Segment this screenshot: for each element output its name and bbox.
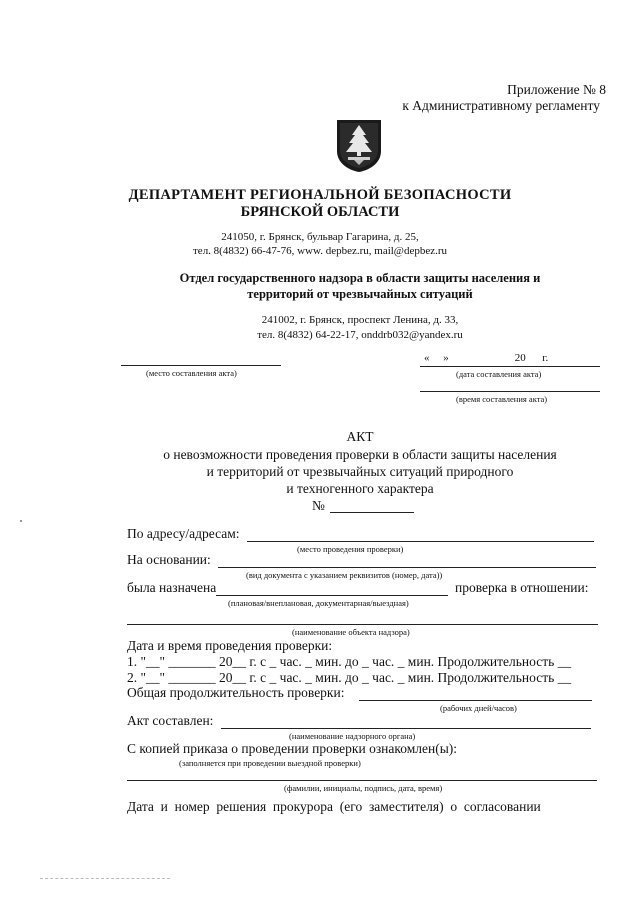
act-subtitle-2: и территорий от чрезвычайных ситуаций природного bbox=[206, 464, 514, 479]
assigned-field[interactable] bbox=[216, 595, 448, 596]
place-label: (место составления акта) bbox=[146, 368, 237, 378]
act-title: АКТ bbox=[346, 429, 374, 444]
total-duration-label: Общая продолжительность проверки: bbox=[127, 685, 345, 700]
assigned-suffix: проверка в отношении: bbox=[455, 580, 589, 595]
time-label: (время составления акта) bbox=[456, 394, 548, 404]
total-duration-hint: (рабочих дней/часов) bbox=[440, 703, 517, 713]
act-subtitle-1: о невозможности проведения проверки в области защиты населения bbox=[163, 447, 557, 462]
copy-label: С копией приказа о проведении проверки ознакомлен(ы): bbox=[127, 741, 458, 756]
address-label: По адресу/адресам: bbox=[127, 526, 240, 541]
names-field[interactable] bbox=[127, 780, 597, 781]
coat-of-arms-icon bbox=[334, 117, 384, 173]
names-hint: (фамилии, инициалы, подпись, дата, время) bbox=[284, 783, 443, 793]
department-contacts: тел. 8(4832) 66-47-76, www. depbez.ru, mail@depbez.ru bbox=[193, 245, 447, 257]
scan-artifact-line bbox=[40, 878, 170, 879]
object-field[interactable] bbox=[127, 624, 598, 625]
department-address: 241050, г. Брянск, бульвар Гагарина, д. 25, bbox=[221, 231, 419, 243]
act-subtitle-3: и техногенного характера bbox=[286, 481, 434, 496]
prosecutor-text: Дата и номер решения прокурора (его заместителя) о согласовании bbox=[127, 799, 541, 814]
address-hint: (место проведения проверки) bbox=[297, 544, 404, 554]
date-line bbox=[420, 366, 600, 367]
object-hint: (наименование объекта надзора) bbox=[292, 627, 410, 637]
datetime-label: Дата и время проведения проверки: bbox=[127, 638, 333, 653]
copy-hint: (заполняется при проведении выездной проверки) bbox=[179, 758, 361, 768]
datetime-row-2: 2. "__" _______ 20__ г. с _ час. _ мин. до _ час. _ мин. Продолжительность __ bbox=[127, 670, 572, 685]
composed-label: Акт составлен: bbox=[127, 713, 214, 728]
department-title-2: БРЯНСКОЙ ОБЛАСТИ bbox=[240, 204, 400, 220]
time-line bbox=[420, 391, 600, 392]
scan-dot bbox=[20, 520, 22, 522]
appendix-line-1: Приложение № 8 bbox=[507, 82, 606, 97]
division-title-2: территорий от чрезвычайных ситуаций bbox=[247, 287, 473, 301]
date-label: (дата составления акта) bbox=[456, 369, 542, 379]
assigned-hint: (плановая/внеплановая, документарная/выездная) bbox=[228, 598, 409, 608]
basis-label: На основании: bbox=[127, 552, 211, 567]
act-number-line[interactable] bbox=[330, 512, 414, 513]
basis-field[interactable] bbox=[218, 567, 596, 568]
department-title-1: ДЕПАРТАМЕНТ РЕГИОНАЛЬНОЙ БЕЗОПАСНОСТИ bbox=[128, 187, 512, 203]
division-contacts: тел. 8(4832) 64-22-17, onddrb032@yandex.ru bbox=[257, 329, 463, 341]
composed-hint: (наименование надзорного органа) bbox=[289, 731, 416, 741]
basis-hint: (вид документа с указанием реквизитов (номер, дата)) bbox=[246, 570, 443, 580]
composed-field[interactable] bbox=[221, 728, 591, 729]
address-field[interactable] bbox=[247, 541, 594, 542]
date-template: « » 20 г. bbox=[424, 352, 549, 364]
division-title-1: Отдел государственного надзора в области защиты населения и bbox=[179, 271, 541, 285]
appendix-line-2: к Административному регламенту bbox=[402, 98, 600, 113]
datetime-row-1: 1. "__" _______ 20__ г. с _ час. _ мин. до _ час. _ мин. Продолжительность __ bbox=[127, 654, 572, 669]
act-number-label: № bbox=[312, 498, 325, 513]
place-line bbox=[121, 365, 281, 366]
assigned-label: была назначена bbox=[127, 580, 217, 595]
division-address: 241002, г. Брянск, проспект Ленина, д. 33, bbox=[261, 314, 459, 326]
total-duration-field[interactable] bbox=[359, 700, 592, 701]
